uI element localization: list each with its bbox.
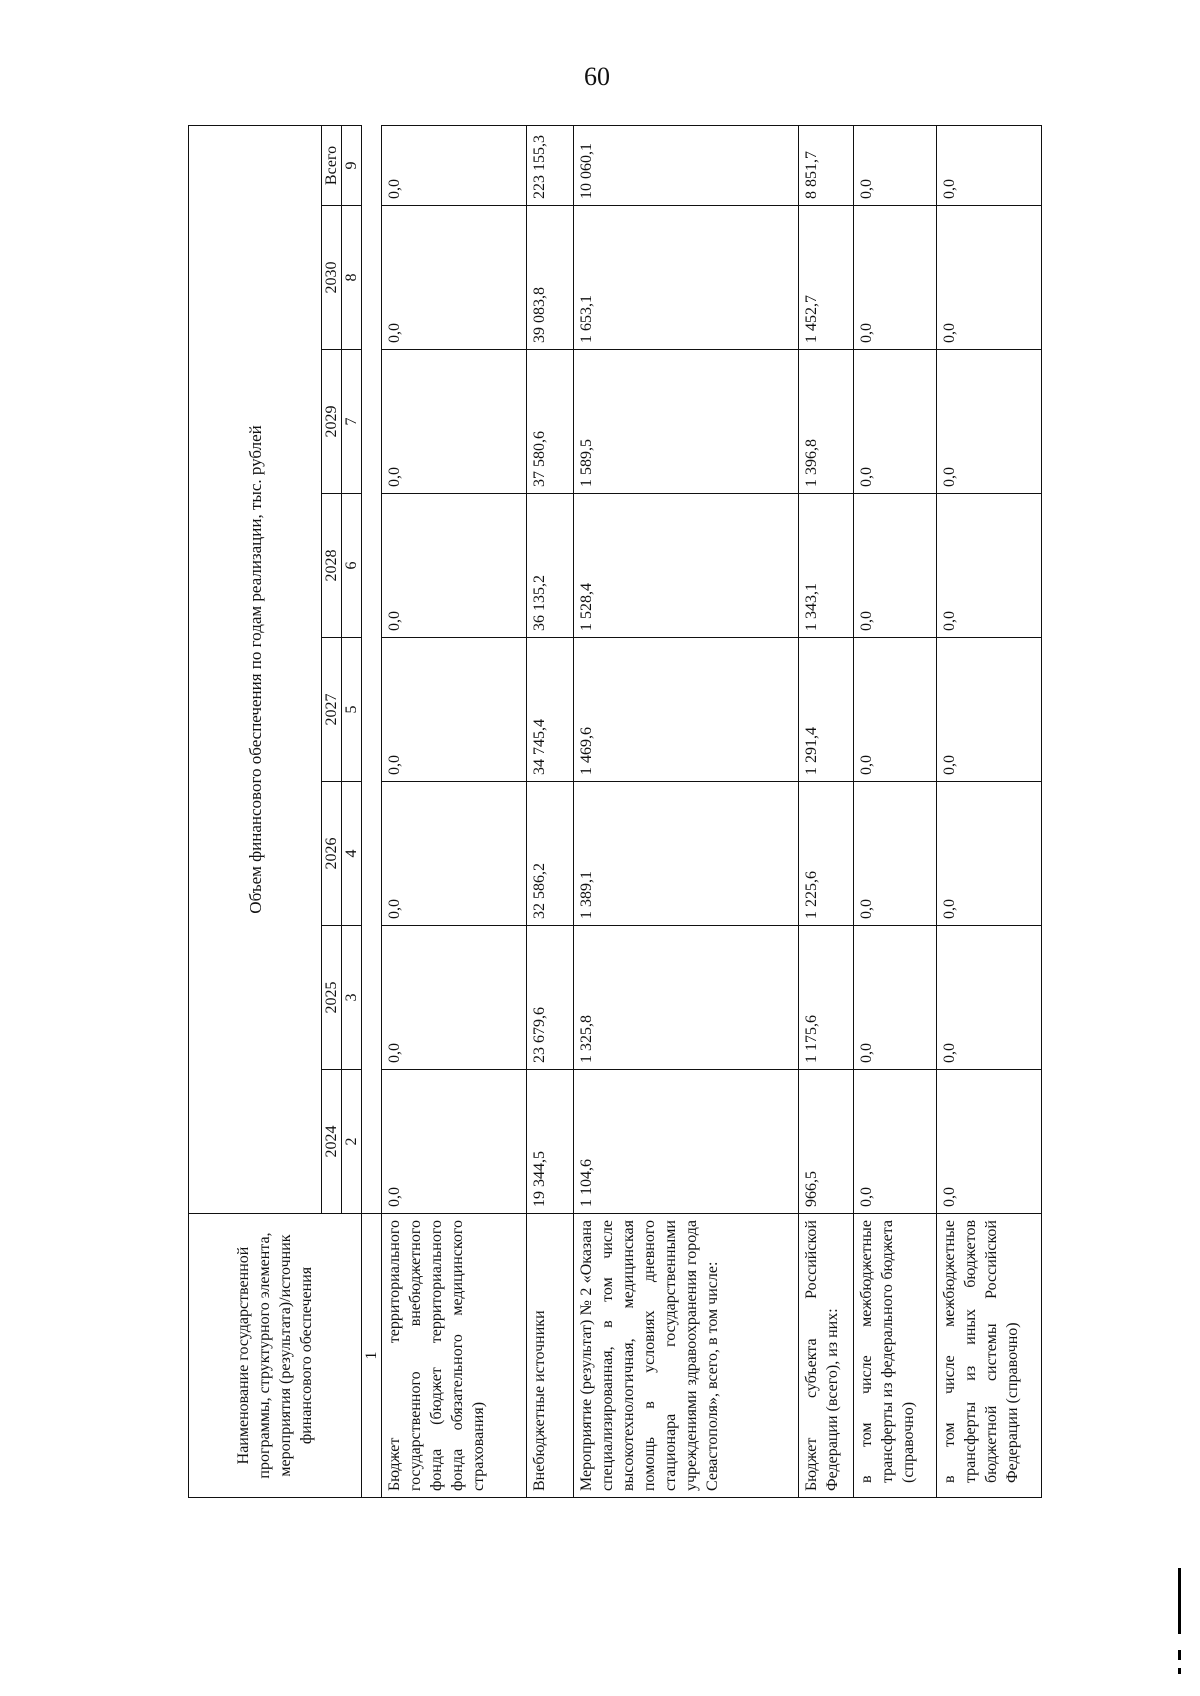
row-value: 1 291,4 xyxy=(799,638,854,782)
table-row xyxy=(574,125,799,1497)
row-value: 1 452,7 xyxy=(799,206,854,350)
row-name: в том числе межбюджетные трансферты из иных бюджетов бюджетной системы Российской Федерации (справочно) xyxy=(937,1214,1042,1498)
row-name: в том числе межбюджетные трансферты из федерального бюджета (справочно) xyxy=(854,1214,937,1498)
row-value: 36 135,2 xyxy=(527,494,574,638)
row-value: 37 580,6 xyxy=(527,350,574,494)
table-row xyxy=(527,125,574,1497)
row-value: 0,0 xyxy=(854,206,937,350)
row-value: 1 175,6 xyxy=(799,926,854,1070)
rotated-table-container xyxy=(188,126,1200,1498)
row-value: 1 469,6 xyxy=(574,638,799,782)
row-value: 1 325,8 xyxy=(574,926,799,1070)
row-value: 223 155,3 xyxy=(527,125,574,205)
row-value: 1 389,1 xyxy=(574,782,799,926)
header-name-cell: Наименование государственной программы, структурного элемента, мероприятия (результата)/источник финансового обеспечения xyxy=(189,1214,362,1498)
margin-mark xyxy=(1178,1668,1181,1674)
row-value: 1 653,1 xyxy=(574,206,799,350)
row-value: 1 343,1 xyxy=(799,494,854,638)
row-value: 0,0 xyxy=(854,926,937,1070)
year-2024: 2024 xyxy=(322,1070,342,1214)
row-value: 1 528,4 xyxy=(574,494,799,638)
row-value: 1 396,8 xyxy=(799,350,854,494)
row-value: 32 586,2 xyxy=(527,782,574,926)
row-value: 0,0 xyxy=(382,1070,527,1214)
margin-mark xyxy=(1178,1650,1181,1660)
colnum-9: 9 xyxy=(342,125,362,205)
row-value: 0,0 xyxy=(937,494,1042,638)
year-2026: 2026 xyxy=(322,782,342,926)
row-value: 23 679,6 xyxy=(527,926,574,1070)
row-value: 0,0 xyxy=(937,926,1042,1070)
colnum-1: 1 xyxy=(362,1214,382,1498)
row-value: 0,0 xyxy=(937,638,1042,782)
row-name: Внебюджетные источники xyxy=(527,1214,574,1498)
row-value: 0,0 xyxy=(937,125,1042,205)
row-value: 0,0 xyxy=(382,782,527,926)
row-value: 34 745,4 xyxy=(527,638,574,782)
row-value: 0,0 xyxy=(854,1070,937,1214)
column-number-1-row xyxy=(362,125,382,1497)
row-value: 19 344,5 xyxy=(527,1070,574,1214)
colnum-3: 3 xyxy=(342,926,362,1070)
row-value: 0,0 xyxy=(854,350,937,494)
margin-mark xyxy=(1178,1568,1181,1634)
year-2029: 2029 xyxy=(322,350,342,494)
row-name: Мероприятие (результат) № 2 «Оказана специализированная, в том числе высокотехнологичная, медицинская помощь в условиях дневного стационара государственными учреждениями здравоохранения города Севастополя», всего, в том числе: xyxy=(574,1214,799,1498)
row-value: 10 060,1 xyxy=(574,125,799,205)
year-2030: 2030 xyxy=(322,206,342,350)
row-name: Бюджет субъекта Российской Федерации (всего), из них: xyxy=(799,1214,854,1498)
colnum-5: 5 xyxy=(342,638,362,782)
table-row xyxy=(382,125,527,1497)
row-value: 39 083,8 xyxy=(527,206,574,350)
year-total: Всего xyxy=(322,125,342,205)
table-row xyxy=(854,125,937,1497)
financing-table xyxy=(188,125,1042,1498)
colnum-8: 8 xyxy=(342,206,362,350)
row-value: 0,0 xyxy=(854,638,937,782)
colnum-7: 7 xyxy=(342,350,362,494)
year-2025: 2025 xyxy=(322,926,342,1070)
row-value: 966,5 xyxy=(799,1070,854,1214)
header-volume-cell: Объем финансового обеспечения по годам реализации, тыс. рублей xyxy=(189,125,322,1213)
table-row xyxy=(799,125,854,1497)
row-value: 1 104,6 xyxy=(574,1070,799,1214)
row-value: 0,0 xyxy=(382,206,527,350)
row-value: 0,0 xyxy=(382,926,527,1070)
row-value: 0,0 xyxy=(937,350,1042,494)
colnum-2: 2 xyxy=(342,1070,362,1214)
row-value: 0,0 xyxy=(854,125,937,205)
row-value: 0,0 xyxy=(382,125,527,205)
row-value: 0,0 xyxy=(937,1070,1042,1214)
table-row xyxy=(937,125,1042,1497)
row-value: 0,0 xyxy=(937,206,1042,350)
row-value: 0,0 xyxy=(382,638,527,782)
row-value: 0,0 xyxy=(854,494,937,638)
row-name: Бюджет территориального государственного внебюджетного фонда (бюджет территориального фонда обязательного медицинского страхования) xyxy=(382,1214,527,1498)
year-2028: 2028 xyxy=(322,494,342,638)
page-number: 60 xyxy=(584,62,610,91)
row-value: 8 851,7 xyxy=(799,125,854,205)
row-value: 0,0 xyxy=(854,782,937,926)
row-value: 0,0 xyxy=(937,782,1042,926)
row-value: 1 225,6 xyxy=(799,782,854,926)
row-value: 0,0 xyxy=(382,350,527,494)
year-2027: 2027 xyxy=(322,638,342,782)
colnum-6: 6 xyxy=(342,494,362,638)
row-value: 0,0 xyxy=(382,494,527,638)
row-value: 1 589,5 xyxy=(574,350,799,494)
colnum-4: 4 xyxy=(342,782,362,926)
